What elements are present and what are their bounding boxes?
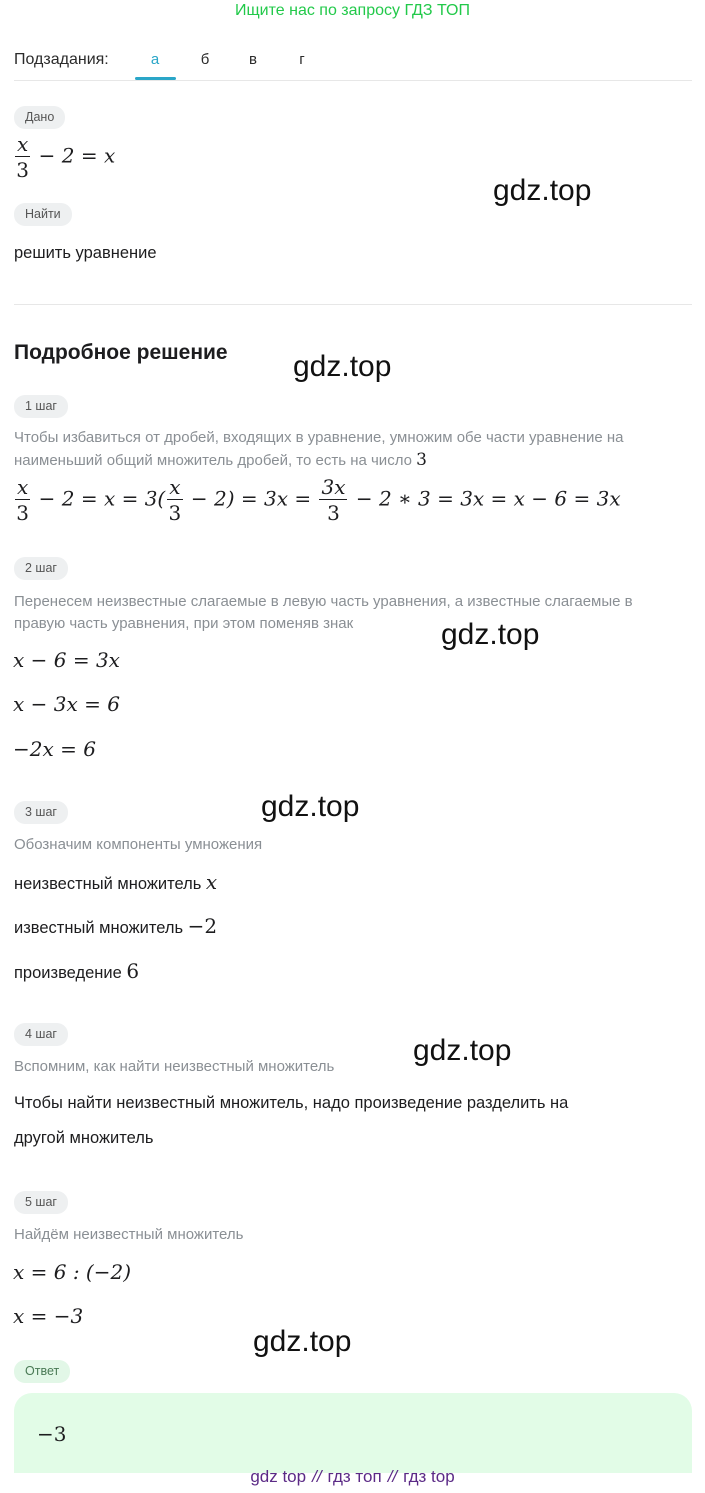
step-3-badge: 3 шаг [14, 801, 68, 824]
step-2-equation-2: x − 3x = 6 [13, 692, 120, 716]
step-2-equation-1: x − 6 = 3x [13, 648, 120, 672]
find-text: решить уравнение [14, 244, 157, 262]
given-equation: $\frac{x}{3}$ − 2 = x [16, 132, 116, 182]
step-1-badge: 1 шаг [14, 395, 68, 418]
tab-a[interactable]: а [150, 51, 160, 68]
subtasks-label: Подзадания: [14, 51, 109, 68]
footer-link-gdz-top-mixed[interactable]: гдз top [403, 1467, 455, 1486]
rule-line-2: другой множитель [14, 1129, 154, 1147]
watermark-6: gdz.top [253, 1325, 352, 1358]
step-1-equation: $\frac{x}{3}$ − 2 = x = 3( $\frac{x}{3}$ − 2) = 3x = $\frac{3x}{3}$ − 2 ∗ 3 = 3x = x − 6 = 3x [16, 475, 621, 525]
product-line: произведение 6 [14, 959, 140, 983]
rule-line-1: Чтобы найти неизвестный множитель, надо произведение разделить на [14, 1094, 569, 1112]
tab-g[interactable]: г [299, 51, 305, 68]
answer-badge: Ответ [14, 1360, 70, 1383]
step-5-description: Найдём неизвестный множитель [14, 1226, 244, 1243]
tab-v[interactable]: в [249, 51, 257, 68]
tab-b[interactable]: б [200, 51, 210, 68]
given-badge: Дано [14, 106, 65, 129]
step-2-equation-3: −2x = 6 [13, 737, 96, 761]
answer-box [14, 1393, 692, 1473]
footer-links [0, 1467, 705, 1487]
section-divider [14, 304, 692, 305]
watermark-1: gdz.top [493, 174, 592, 207]
footer-separator-1: // [312, 1467, 322, 1486]
step-4-description: Вспомним, как найти неизвестный множитель [14, 1058, 335, 1075]
watermark-5: gdz.top [413, 1034, 512, 1067]
step-2-description: Перенесем неизвестные слагаемые в левую часть уравнения, а известные слагаемые в правую часть уравнения, при этом поменяв знак [14, 593, 633, 632]
solution-title: Подробное решение [14, 341, 228, 364]
known-factor-line: известный множитель −2 [14, 914, 218, 938]
answer-value: −3 [37, 1422, 67, 1446]
footer-separator-2: // [387, 1467, 398, 1486]
unknown-factor-line: неизвестный множитель x [14, 870, 218, 894]
step-3-description: Обозначим компоненты умножения [14, 836, 263, 853]
step-5-badge: 5 шаг [14, 1191, 68, 1214]
watermark-4: gdz.top [261, 790, 360, 823]
step-4-badge: 4 шаг [14, 1023, 68, 1046]
search-hint-banner: Ищите нас по запросу ГДЗ ТОП [235, 2, 470, 19]
footer-link-gdz-top[interactable]: gdz top [250, 1467, 307, 1486]
step-2-badge: 2 шаг [14, 557, 68, 580]
step-5-equation-2: x = −3 [13, 1304, 84, 1328]
watermark-2: gdz.top [293, 350, 392, 383]
step-5-equation-1: x = 6 : (−2) [13, 1260, 132, 1284]
find-badge: Найти [14, 203, 72, 226]
footer-link-gdz-top-ru[interactable]: гдз топ [327, 1467, 382, 1486]
step-1-description: Чтобы избавиться от дробей, входящих в уравнение, умножим обе части уравнение на наименьший общий множитель дробей, то есть на число 3 [14, 429, 624, 470]
watermark-3: gdz.top [441, 618, 540, 651]
tabs-divider [14, 80, 692, 81]
